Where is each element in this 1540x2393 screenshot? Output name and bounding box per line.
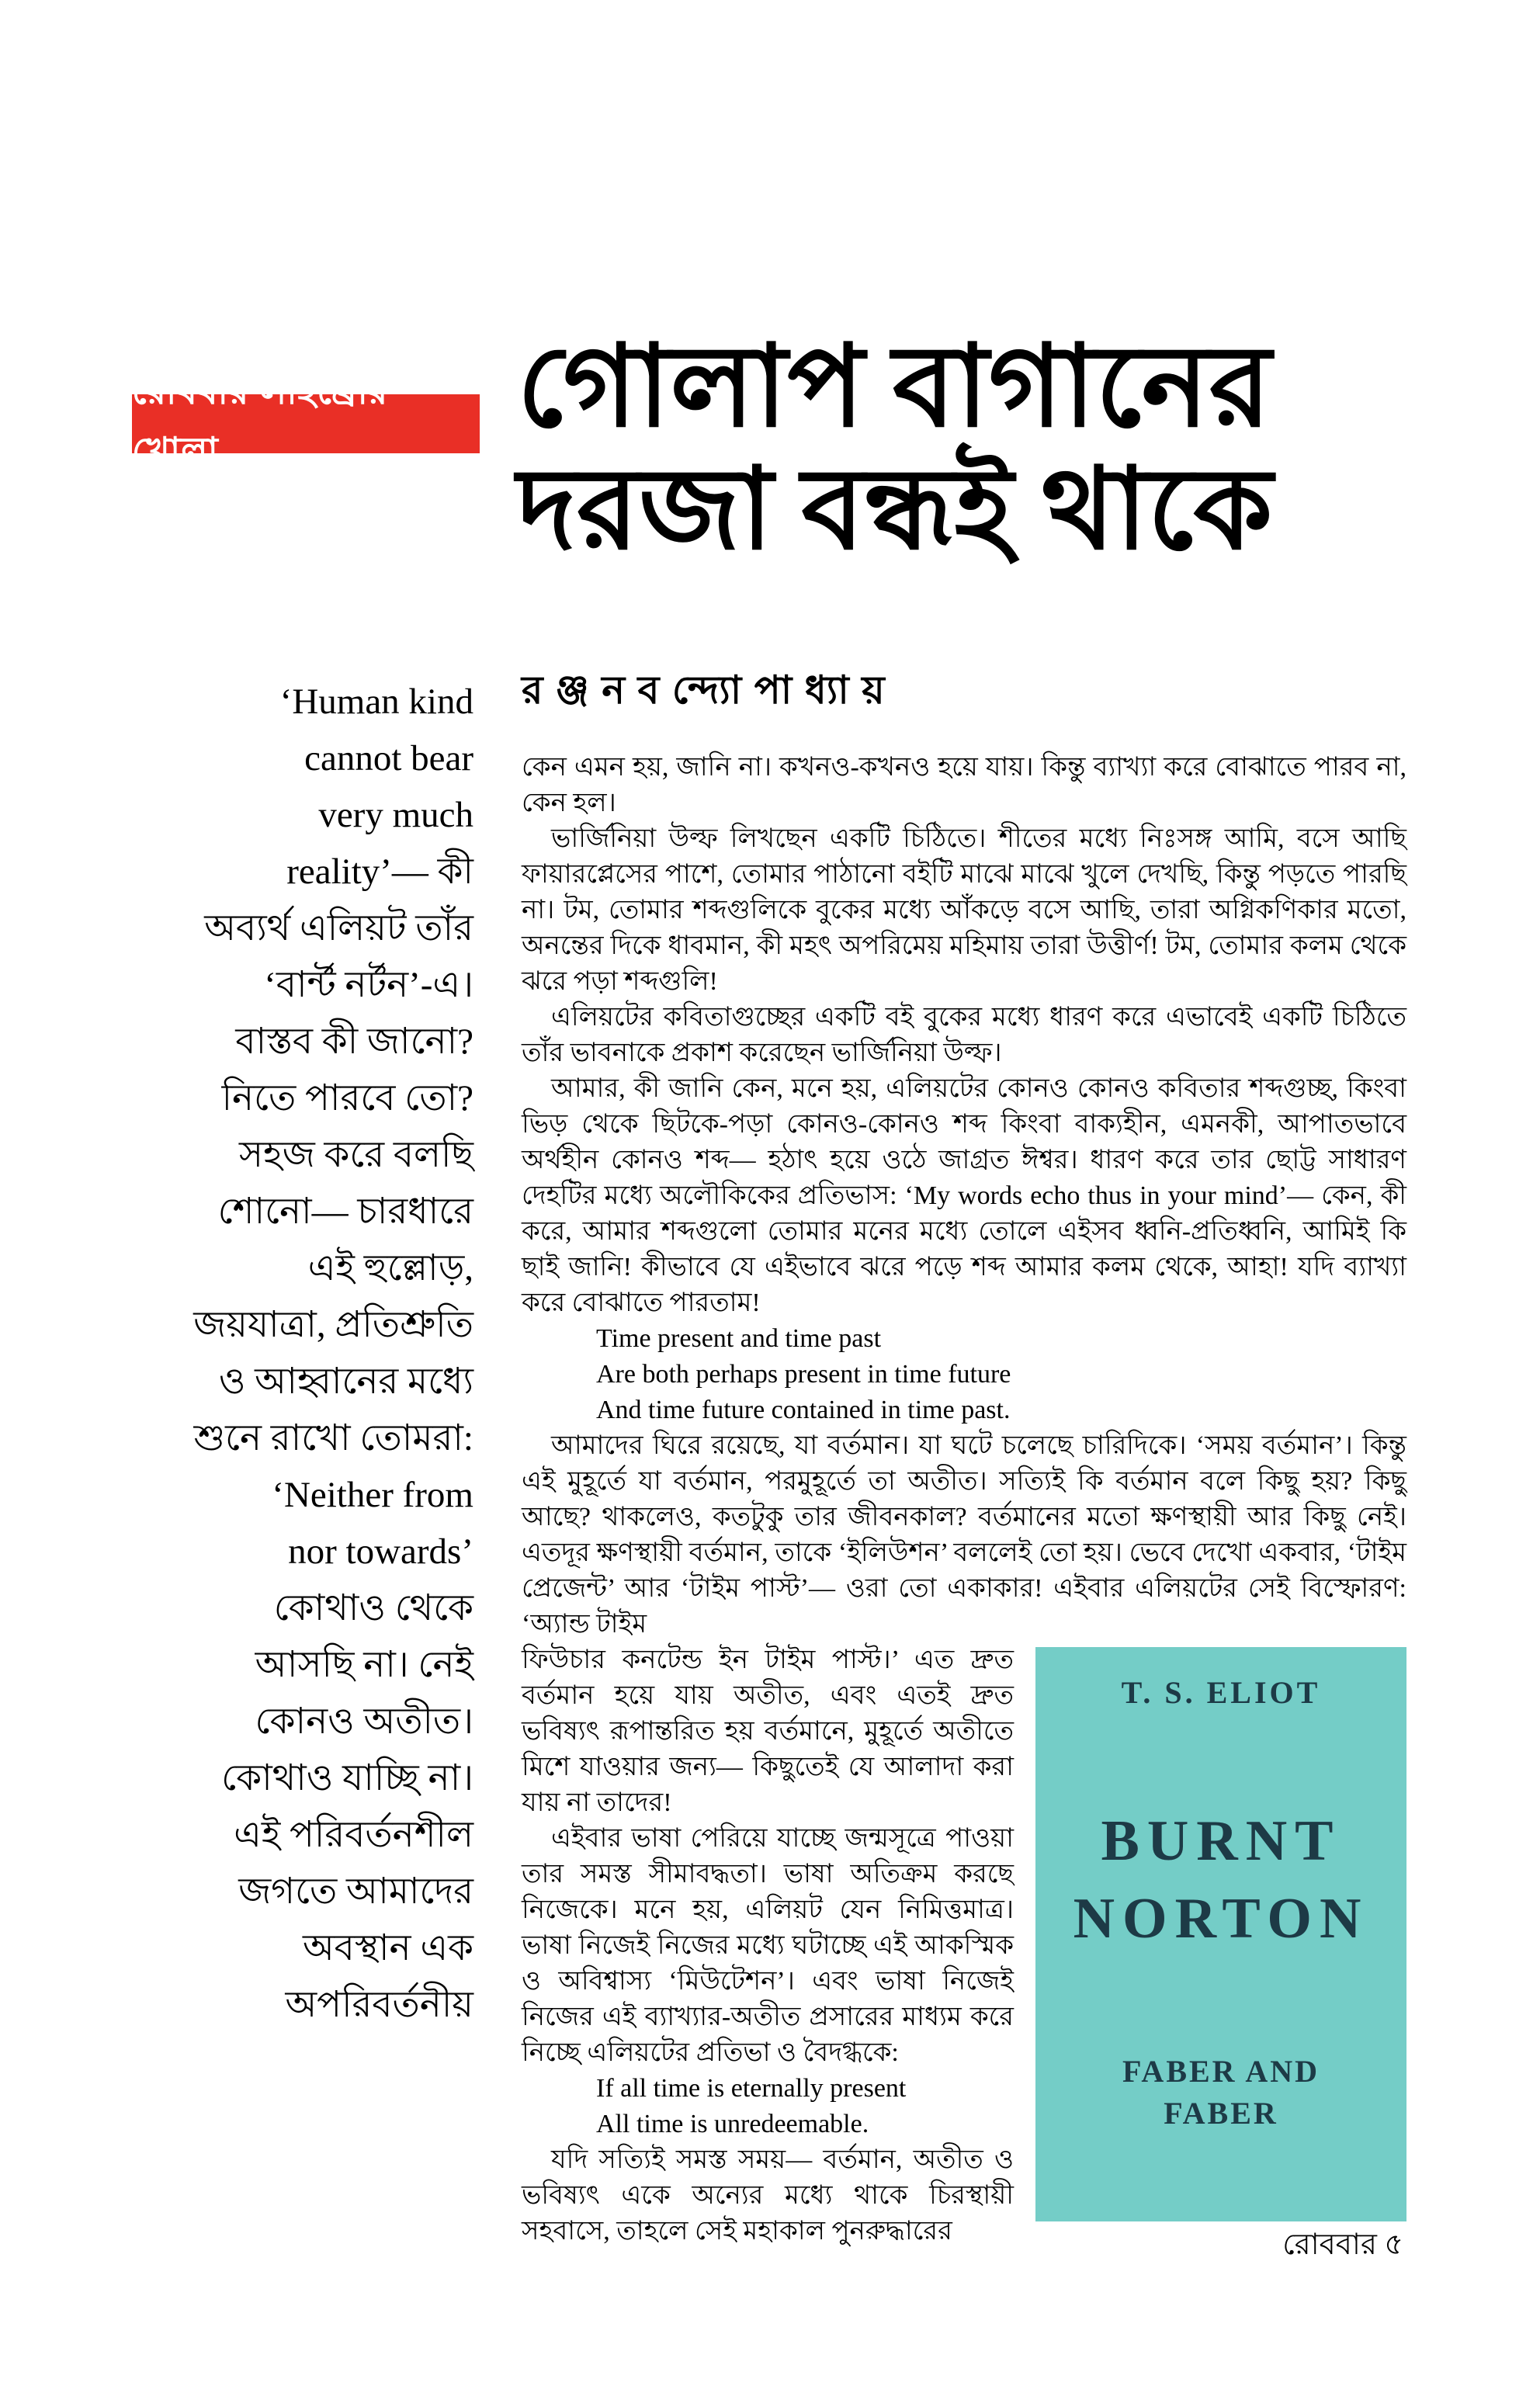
poem-line: Are both perhaps present in time future — [596, 1360, 1011, 1389]
pull-quote-line: ‘Neither from — [272, 1475, 473, 1515]
book-cover-publisher — [1035, 2051, 1406, 2135]
book-cover-author: T. S. ELIOT — [1121, 1675, 1321, 1710]
pull-quote-line: অব্যর্থ এলিয়ট তাঁর — [204, 908, 473, 949]
pull-quote — [123, 674, 473, 2034]
pull-quote-line: আসছি না। নেই — [255, 1645, 473, 1685]
pull-quote-line: ‘বার্ন্ট নর্টন’-এ। — [264, 965, 473, 1005]
article-paragraph: কেন এমন হয়, জানি না। কখনও-কখনও হয়ে যায়। কিন্তু ব্যাখ্যা করে বোঝাতে পারব না, কেন হল। — [522, 753, 1406, 817]
book-cover-image — [1035, 1647, 1406, 2221]
pull-quote-line: কোথাও থেকে — [273, 1588, 473, 1628]
page-footer: রোববার ৫ — [1282, 2228, 1403, 2261]
book-cover-title — [1035, 1802, 1406, 1958]
pull-quote-line: cannot bear — [304, 738, 473, 779]
pull-quote-line: reality’— কী — [286, 851, 473, 892]
book-cover-publisher-line: FABER AND — [1122, 2054, 1320, 2089]
byline: র ঞ্জ ন ব ন্দ্যো পা ধ্যা য় — [522, 668, 886, 712]
pull-quote-line: জয়যাত্রা, প্রতিশ্রুতি — [193, 1305, 473, 1345]
pull-quote-line: শুনে রাখো তোমরা: — [193, 1418, 473, 1458]
article-paragraph: এইবার ভাষা পেরিয়ে যাচ্ছে জন্মসূত্রে পাওয়া তার সমস্ত সীমাবদ্ধতা। ভাষা অতিক্রম করছে নিজেকে। মনে হয়, এলিয়ট যেন নিমিত্তমাত্র। ভাষা নিজেই নিজের মধ্যে ঘটাচ্ছে এই আকস্মিক ও অবিশ্বাস্য ‘মিউটেশন’। এবং ভাষা নিজেই নিজের এই ব্যাখ্যার-অতীত প্রসারের মাধ্যম করে নিচ্ছে এলিয়টের প্রতিভা ও বৈদগ্ধকে: — [522, 1824, 1014, 2067]
article-paragraph: এলিয়টের কবিতাগুচ্ছের একটি বই বুকের মধ্যে ধারণ করে এভাবেই একটি চিঠিতে তাঁর ভাবনাকে প্রকাশ করেছেন ভার্জিনিয়া উল্ফ। — [522, 1003, 1406, 1067]
headline — [517, 326, 1417, 571]
pull-quote-line: অবস্থান এক — [302, 1928, 473, 1968]
article-paragraph: যদি সত্যিই সমস্ত সময়— বর্তমান, অতীত ও ভবিষ্যৎ একে অন্যের মধ্যে থাকে চিরস্থায়ী সহবাসে, তাহলে সেই মহাকাল পুনরুদ্ধারের — [522, 2145, 1014, 2246]
book-cover-title-line: BURNT — [1101, 1809, 1341, 1873]
pull-quote-line: ‘Human kind — [279, 681, 473, 722]
poem-line: And time future contained in time past. — [596, 1396, 1011, 1424]
pull-quote-line: নিতে পারবে তো? — [221, 1078, 473, 1118]
article-paragraph: ফিউচার কনটেন্ড ইন টাইম পাস্ট।’ এত দ্রুত বর্তমান হয়ে যায় অতীত, এবং এতই দ্রুত ভবিষ্যৎ রূপান্তরিত হয় বর্তমানে, মুহূর্তে অতীতে মিশে যাওয়ার জন্য— কিছুতেই যে আলাদা করা যায় না তাদের! — [522, 1646, 1014, 1817]
pull-quote-line: সহজ করে বলছি — [238, 1135, 473, 1175]
poem-line: All time is unredeemable. — [596, 2110, 869, 2138]
pull-quote-line: কোনও অতীত। — [255, 1701, 473, 1742]
pull-quote-line: কোথাও যাচ্ছি না। — [221, 1758, 473, 1798]
pull-quote-line: শোনো— চারধারে — [217, 1191, 473, 1232]
poem-quote — [596, 1321, 1406, 1428]
article-body — [522, 750, 1406, 2249]
pull-quote-line: বাস্তব কী জানো? — [235, 1021, 473, 1062]
headline-line1: গোলাপ বাগানের — [517, 324, 1271, 450]
pull-quote-line: এই পরিবর্তনশীল — [234, 1815, 473, 1855]
headline-line2: দরজা বন্ধই থাকে — [517, 447, 1273, 573]
book-cover-publisher-line: FABER — [1164, 2096, 1278, 2131]
pull-quote-line: জগতে আমাদের — [238, 1871, 473, 1912]
poem-line: If all time is eternally present — [596, 2074, 907, 2103]
section-badge: রোববার লাইব্রেরি খোলা — [132, 394, 480, 453]
article-paragraph: আমাদের ঘিরে রয়েছে, যা বর্তমান। যা ঘটে চলেছে চারিদিকে। ‘সময় বর্তমান’। কিন্তু এই মুহূর্তে যা বর্তমান, পরমুহূর্তে তা অতীত। সত্যিই কি বর্তমান বলে কিছু হয়? কিছু আছে? থাকলেও, কতটুকু তার জীবনকাল? বর্তমানের মতো ক্ষণস্থায়ী আর কিছু নেই। এতদূর ক্ষণস্থায়ী বর্তমান, তাকে ‘ইলিউশন’ বললেই তো হয়। ভেবে দেখো একবার, ‘টাইম প্রেজেন্ট’ আর ‘টাইম পাস্ট’— ওরা তো একাকার! এইবার এলিয়টের সেই বিস্ফোরণ: ‘অ্যান্ড টাইম — [522, 1431, 1406, 1639]
pull-quote-line: ও আহ্বানের মধ্যে — [218, 1361, 473, 1402]
article-paragraph: ভার্জিনিয়া উল্ফ লিখছেন একটি চিঠিতে। শীতের মধ্যে নিঃসঙ্গ আমি, বসে আছি ফায়ারপ্লেসের পাশে, তোমার পাঠানো বইটি মাঝে মাঝে খুলে দেখছি, কিন্তু পড়তে পারছি না। টম, তোমার শব্দগুলিকে বুকের মধ্যে আঁকড়ে বসে আছি, তারা অগ্নিকণিকার মতো, অনন্তের দিকে ধাবমান, কী মহৎ অপরিমেয় মহিমায় তারা উত্তীর্ণ! টম, তোমার কলম থেকে ঝরে পড়া শব্দগুলি! — [522, 824, 1406, 996]
poem-line: Time present and time past — [596, 1324, 882, 1353]
pull-quote-line: very much — [318, 795, 473, 835]
pull-quote-line: এই হুল্লোড়, — [307, 1248, 473, 1288]
article-paragraph: আমার, কী জানি কেন, মনে হয়, এলিয়টের কোনও কোনও কবিতার শব্দগুচ্ছ, কিংবা ভিড় থেকে ছিটকে-পড়া কোনও-কোনও শব্দ কিংবা বাক্যহীন, এমনকী, আপাতভাবে অর্থহীন কোনও শব্দ— হঠাৎ হয়ে ওঠে জাগ্রত ঈশ্বর। ধারণ করে তার ছোট্ট সাধারণ দেহটির মধ্যে অলৌকিকের প্রতিভাস: ‘My words echo thus in your mind’— কেন, কী করে, আমার শব্দগুলো তোমার মনের মধ্যে তোলে এইসব ধ্বনি-প্রতিধ্বনি, আমিই কি ছাই জানি! কীভাবে যে এইভাবে ঝরে পড়ে শব্দ আমার কলম থেকে, আহা! যদি ব্যাখ্যা করে বোঝাতে পারতাম! — [522, 1074, 1406, 1317]
pull-quote-line: অপরিবর্তনীয় — [285, 1985, 473, 2025]
book-cover-title-line: NORTON — [1073, 1887, 1369, 1951]
pull-quote-line: nor towards’ — [288, 1531, 473, 1572]
